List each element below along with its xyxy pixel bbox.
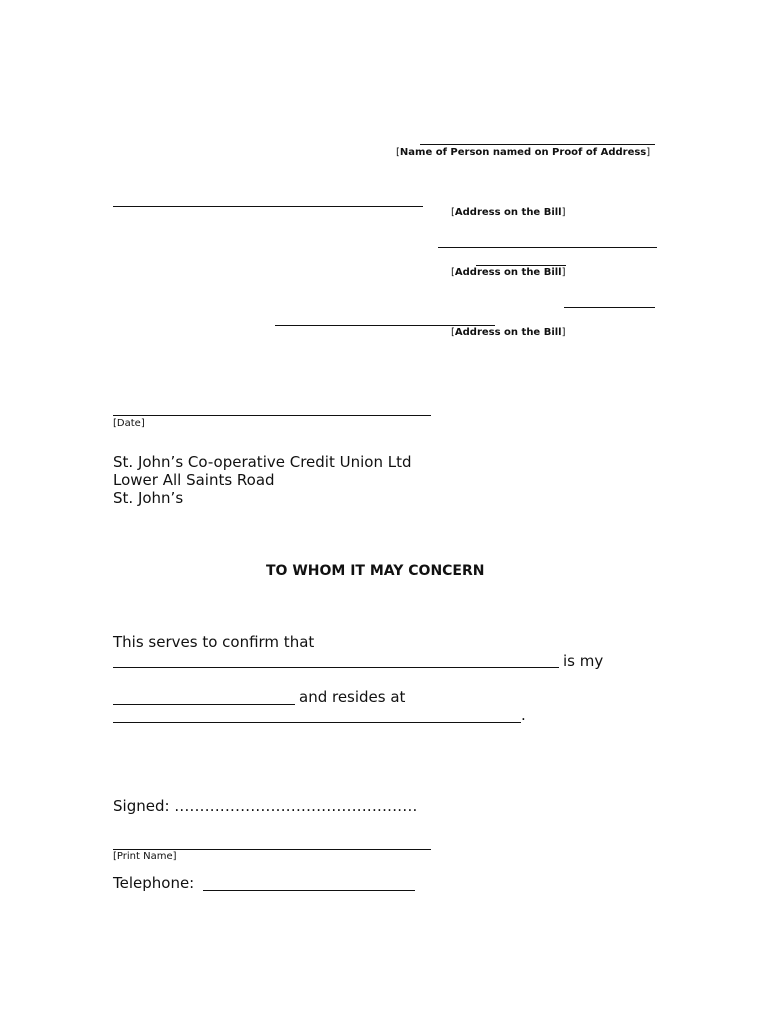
- name-line[interactable]: [420, 144, 655, 145]
- address-line-right-2[interactable]: [438, 247, 657, 248]
- body-is-my: is my: [563, 652, 604, 670]
- address-caption-2: [Address on the Bill]: [451, 267, 566, 278]
- telephone-label: Telephone:: [113, 874, 195, 892]
- name-caption-text: Name of Person named on Proof of Address: [399, 147, 647, 158]
- body-resides: and resides at: [299, 688, 406, 706]
- address-caption-1: [Address on the Bill]: [451, 207, 566, 218]
- name-caption: [Name of Person named on Proof of Address]: [396, 147, 651, 158]
- address-line-mid-3[interactable]: [275, 325, 495, 326]
- recipient-line-1: St. John’s Co-operative Credit Union Ltd: [113, 453, 412, 471]
- signature-dots[interactable]: ................................................: [174, 797, 418, 815]
- person-name-line[interactable]: [113, 667, 559, 668]
- body-period: .: [521, 706, 526, 724]
- address-line-short-2[interactable]: [476, 265, 566, 266]
- address-line-right-3[interactable]: [564, 307, 655, 308]
- address-caption-3: [Address on the Bill]: [451, 327, 566, 338]
- date-caption: [Date]: [113, 418, 145, 429]
- signed-label: Signed: ................................................: [113, 797, 418, 815]
- recipient-line-2: Lower All Saints Road: [113, 471, 275, 489]
- address-line-left-1[interactable]: [113, 206, 423, 207]
- relationship-line[interactable]: [113, 704, 295, 705]
- recipient-line-3: St. John’s: [113, 489, 184, 507]
- telephone-line[interactable]: [203, 890, 415, 891]
- body-intro: This serves to confirm that: [113, 633, 315, 651]
- print-name-line[interactable]: [113, 849, 431, 850]
- date-line[interactable]: [113, 415, 431, 416]
- residence-address-line[interactable]: [113, 722, 521, 723]
- print-name-caption: [Print Name]: [113, 851, 177, 862]
- letter-heading: TO WHOM IT MAY CONCERN: [266, 563, 485, 579]
